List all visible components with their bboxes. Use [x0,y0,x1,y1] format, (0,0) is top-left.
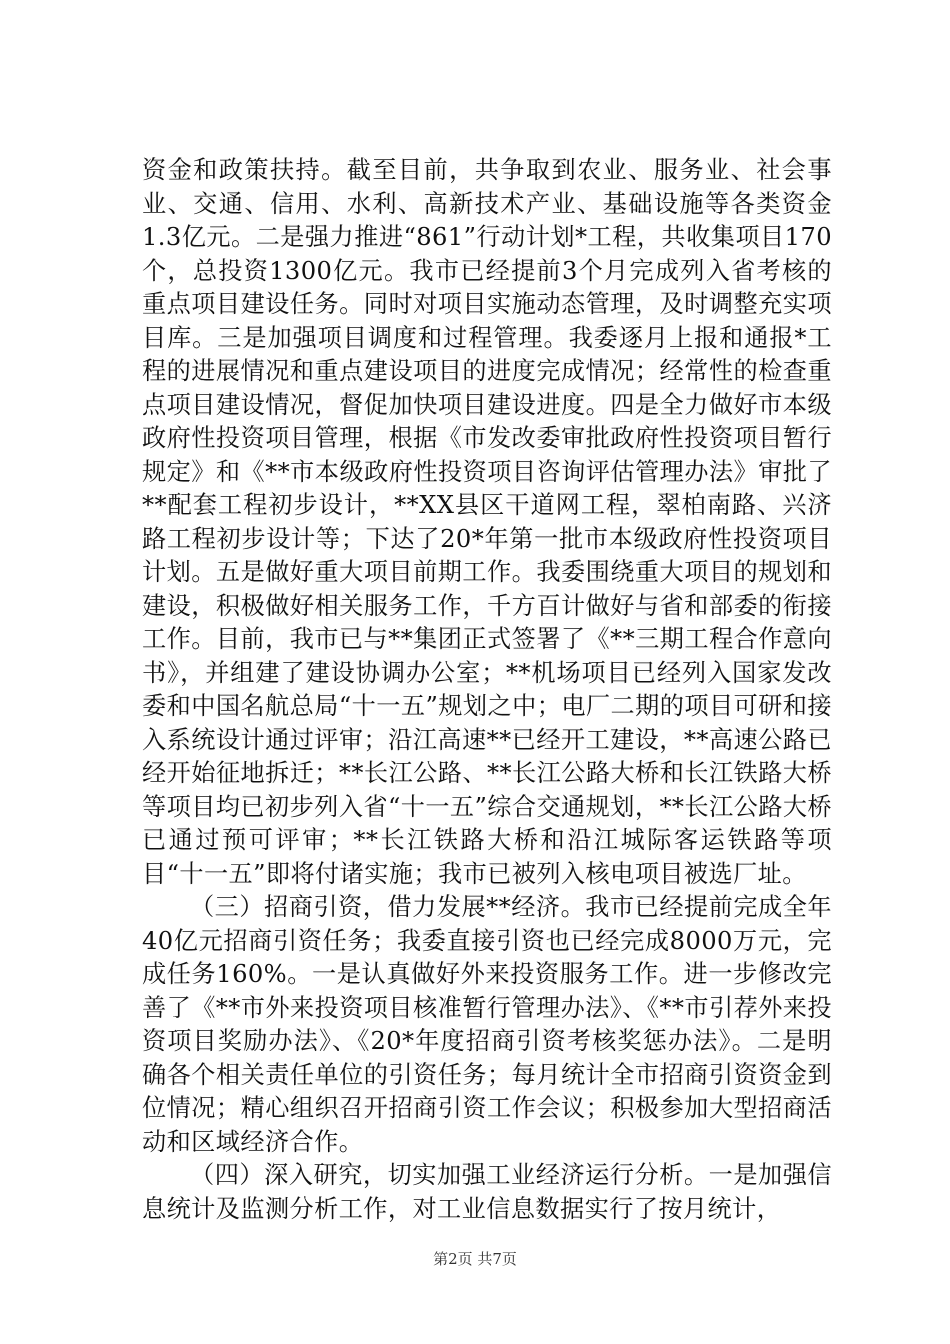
page-number-footer: 第2页 共7页 [433,1250,517,1268]
paragraph-industrial-analysis: （四）深入研究，切实加强工业经济运行分析。一是加强信息统计及监测分析工作，对工业信息数据实行了按月统计， [142,1161,832,1223]
paragraph-continuation: 资金和政策扶持。截至目前，共争取到农业、服务业、社会事业、交通、信用、水利、高新技术产业、基础设施等各类资金1.3亿元。二是强力推进“861”行动计划*工程，共收集项目170个，总投资1300亿元。我市已经提前3个月完成列入省考核的重点项目建设任务。同时对项目实施动态管理，及时调整充实项目库。三是加强项目调度和过程管理。我委逐月上报和通报*工程的进展情况和重点建设项目的进度完成情况；经常性的检查重点项目建设情况，督促加快项目建设进度。四是全力做好市本级政府性投资项目管理，根据《市发改委审批政府性投资项目暂行规定》和《**市本级政府性投资项目咨询评估管理办法》审批了**配套工程初步设计，**XX县区干道网工程，翠柏南路、兴济路工程初步设计等；下达了20*年第一批市本级政府性投资项目计划。五是做好重大项目前期工作。我委围绕重大项目的规划和建设，积极做好相关服务工作，千方百计做好与省和部委的衔接工作。目前，我市已与**集团正式签署了《**三期工程合作意向书》，并组建了建设协调办公室；**机场项目已经列入国家发改委和中国名航总局“十一五”规划之中；电厂二期的项目可研和接入系统设计通过评审；沿江高速**已经开工建设，**高速公路已经开始征地拆迁；**长江公路、**长江公路大桥和长江铁路大桥等项目均已初步列入省“十一五”综合交通规划，**长江公路大桥已通过预可评审；**长江铁路大桥和沿江城际客运铁路等项目“十一五”即将付诸实施；我市已被列入核电项目被选厂址。 [142,156,832,888]
body-text [142,154,832,1226]
paragraph-investment-attraction: （三）招商引资，借力发展**经济。我市已经提前完成全年40亿元招商引资任务；我委直接引资也已经完成8000万元，完成任务160%。一是认真做好外来投资服务工作。进一步修改完善了《**市外来投资项目核准暂行管理办法》、《**市引荐外来投资项目奖励办法》、《20*年度招商引资考核奖惩办法》。二是明确各个相关责任单位的引资任务；每月统计全市招商引资资金到位情况；精心组织召开招商引资工作会议；积极参加大型招商活动和区域经济合作。 [142,893,832,1156]
